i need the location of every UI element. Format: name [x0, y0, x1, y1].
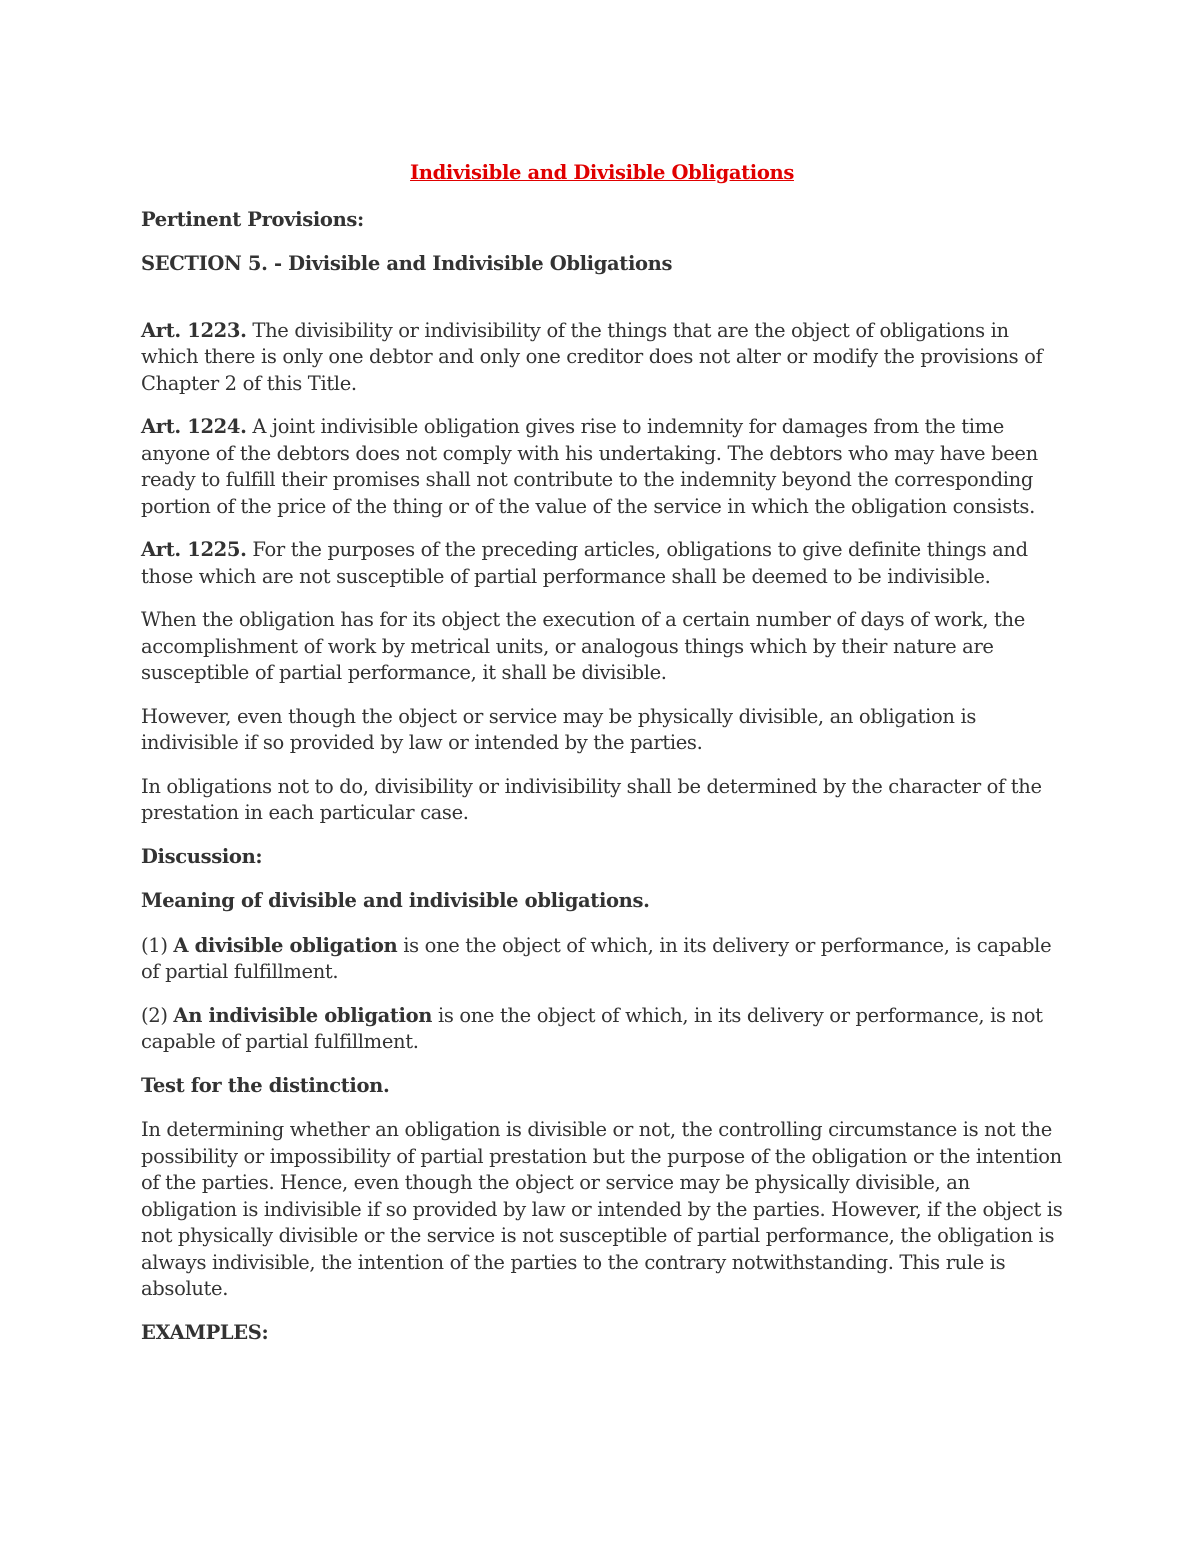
definition-prefix: (2): [141, 1003, 174, 1027]
article-1225-paragraph: In obligations not to do, divisibility or indivisibility shall be determined by the character of the prestation in each particular case.: [141, 774, 1042, 824]
article-label: Art. 1225.: [141, 538, 247, 561]
meaning-heading: Meaning of divisible and indivisible obligations.: [141, 889, 650, 912]
definition-indivisible: [141, 1003, 1063, 1056]
article-1225-paragraph: However, even though the object or service may be physically divisible, an obligation is indivisible if so provided by law or intended by the parties.: [141, 704, 976, 754]
article-label: Art. 1223.: [141, 318, 247, 342]
definition-text: is one the object of which, in its delivery or performance, is capable of partial fulfillment.: [141, 933, 1052, 983]
article-text: For the purposes of the preceding articles, obligations to give definite things and those which are not susceptible of partial performance shall be deemed to be indivisible.: [141, 538, 1028, 588]
document-page: [141, 160, 1063, 1364]
definition-prefix: (1): [141, 933, 174, 957]
section-heading: SECTION 5. - Divisible and Indivisible Obligations: [141, 252, 673, 275]
article-1223: [141, 318, 1063, 398]
article-1225: [141, 537, 1063, 590]
discussion-heading: Discussion:: [141, 844, 263, 868]
article-1225-paragraph: When the obligation has for its object the execution of a certain number of days of work, the accomplishment of work by metrical units, or analogous things which by their nature are susceptible of partial performance, it shall be divisible.: [141, 608, 1025, 684]
test-paragraph: In determining whether an obligation is divisible or not, the controlling circumstance is not the possibility or impossibility of partial prestation but the purpose of the obligation or the intention of the parties. Hence, even though the object or service may be physically divisible, an obligation is indivisible if so provided by law or intended by the parties. However, if the object is not physically divisible or the service is not susceptible of partial performance, the obligation is always indivisible, the intention of the parties to the contrary notwithstanding. This rule is absolute.: [141, 1118, 1063, 1300]
article-text: A joint indivisible obligation gives rise to indemnity for damages from the time anyone of the debtors does not comply with his undertaking. The debtors who may have been ready to fulfill their promises shall not contribute to the indemnity beyond the corresponding portion of the price of the thing or of the value of the service in which the obligation consists.: [141, 415, 1038, 518]
article-label: Art. 1224.: [141, 415, 247, 438]
definition-term: An indivisible obligation: [173, 1003, 433, 1027]
document-title: Indivisible and Divisible Obligations: [410, 161, 794, 184]
definition-divisible: [141, 933, 1063, 986]
article-1224: [141, 414, 1063, 520]
article-text: The divisibility or indivisibility of the things that are the object of obligations in which there is only one debtor and only one creditor does not alter or modify the provisions of Chapter 2 of this Title.: [141, 318, 1043, 395]
pertinent-provisions-heading: Pertinent Provisions:: [141, 207, 364, 231]
definition-text: is one the object of which, in its delivery or performance, is not capable of partial fulfillment.: [141, 1003, 1043, 1053]
test-heading: Test for the distinction.: [141, 1073, 390, 1097]
examples-heading: EXAMPLES:: [141, 1320, 269, 1344]
definition-term: A divisible obligation: [173, 933, 398, 957]
